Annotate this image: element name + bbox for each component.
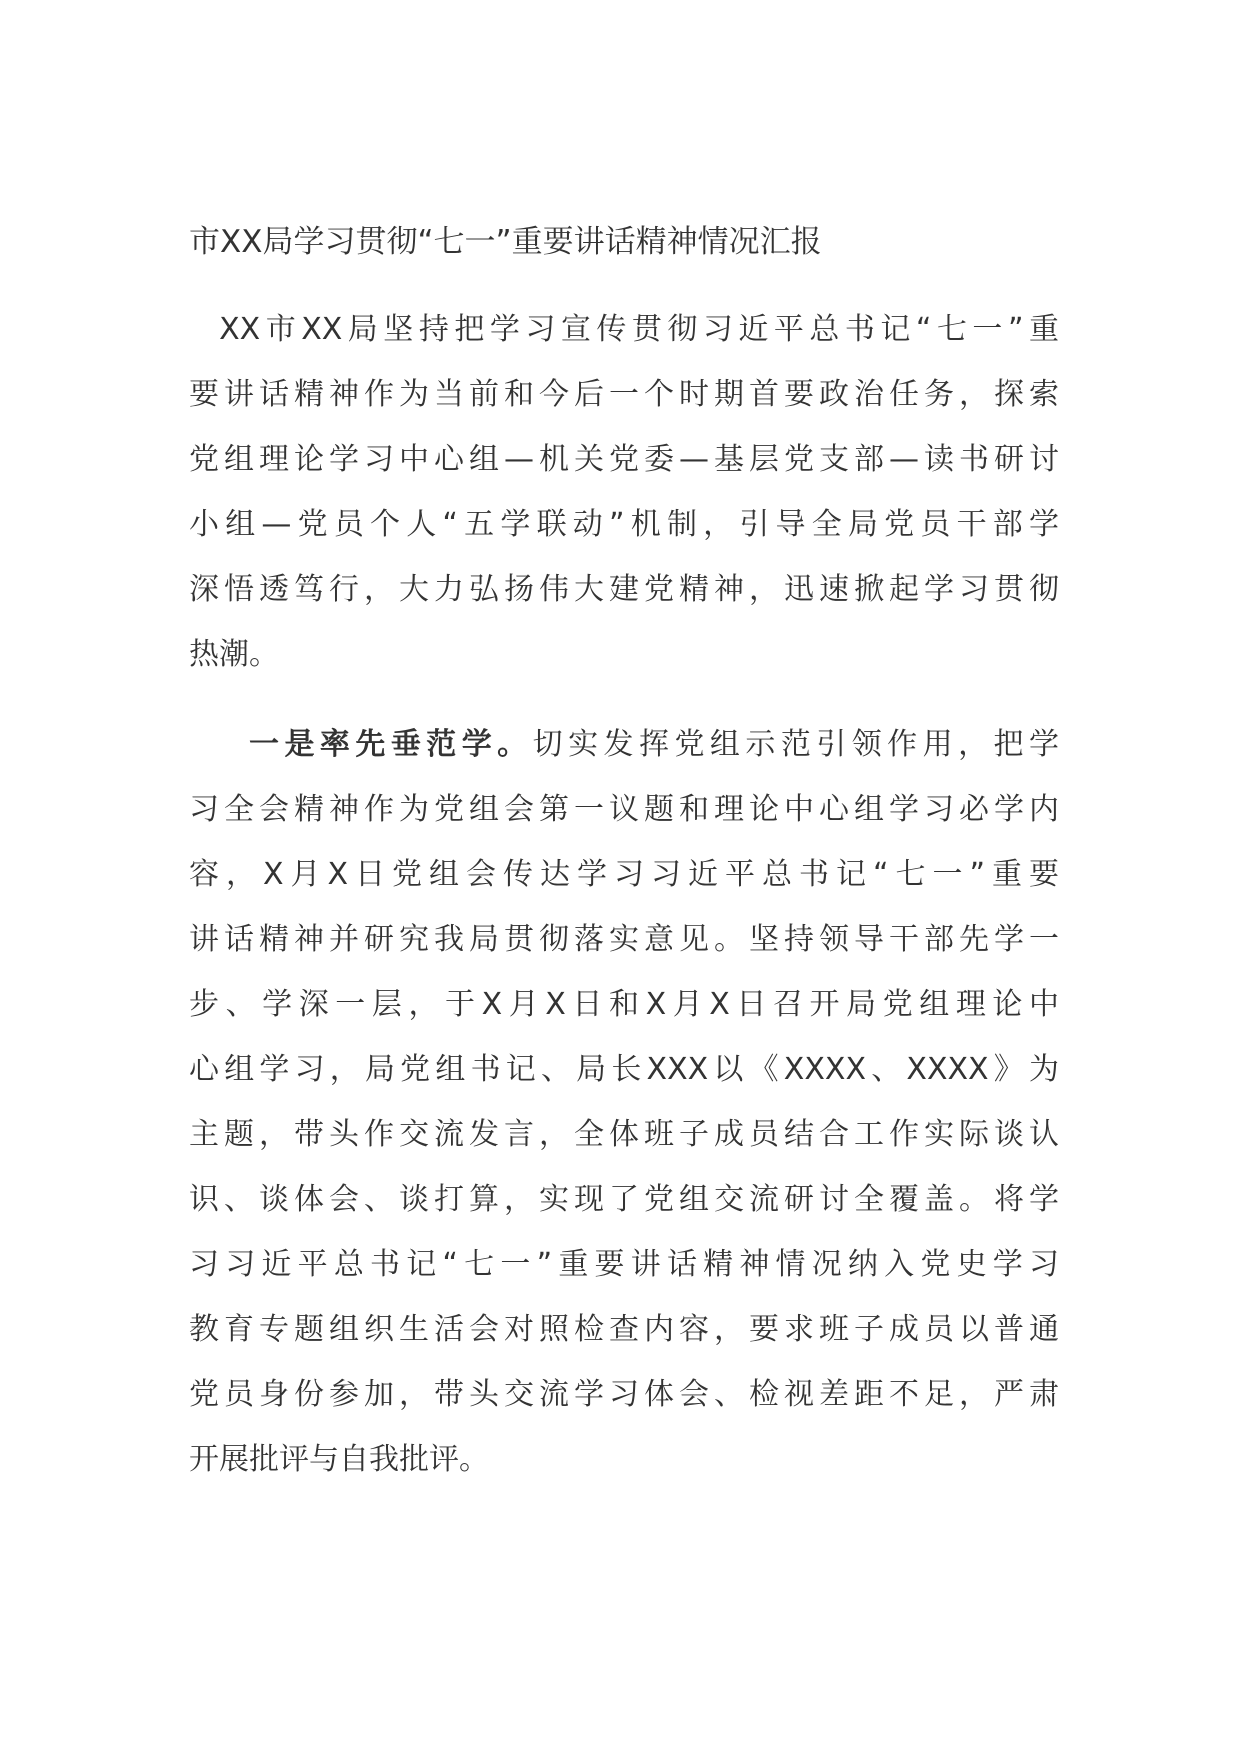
- text-line: 要讲话精神作为当前和今后一个时期首要政治任务，探索: [189, 377, 1059, 412]
- text-line: 深悟透笃行，大力弘扬伟大建党精神，迅速掀起学习贯彻: [189, 572, 1059, 607]
- text-line: 习习近平总书记“七一”重要讲话精神情况纳入党史学习: [189, 1247, 1059, 1282]
- section-lead-heading: 一是率先垂范学。: [249, 727, 533, 762]
- text-span: 切实发挥党组示范引领作用，把学: [532, 727, 1060, 762]
- text-line: 主题，带头作交流发言，全体班子成员结合工作实际谈认: [189, 1117, 1059, 1152]
- text-line: 容，X月X日党组会传达学习习近平总书记“七一”重要: [189, 857, 1059, 892]
- paragraph-intro: [189, 297, 1059, 687]
- text-line: 热潮。: [189, 637, 279, 672]
- text-line: 步、学深一层，于X月X日和X月X日召开局党组理论中: [189, 987, 1059, 1022]
- text-line: 教育专题组织生活会对照检查内容，要求班子成员以普通: [189, 1312, 1059, 1347]
- text-line: 党组理论学习中心组—机关党委—基层党支部—读书研讨: [189, 442, 1059, 477]
- document-title: 市XX局学习贯彻“七一”重要讲话精神情况汇报: [189, 224, 822, 260]
- text-line: 讲话精神并研究我局贯彻落实意见。坚持领导干部先学一: [189, 922, 1059, 957]
- text-line: 心组学习，局党组书记、局长XXX以《XXXX、XXXX》为: [189, 1052, 1059, 1087]
- text-line: 识、谈体会、谈打算，实现了党组交流研讨全覆盖。将学: [189, 1182, 1059, 1217]
- text-line: XX市XX局坚持把学习宣传贯彻习近平总书记“七一”重: [189, 312, 1059, 347]
- text-line: 开展批评与自我批评。: [189, 1442, 489, 1477]
- text-line: 习全会精神作为党组会第一议题和理论中心组学习必学内: [189, 792, 1059, 827]
- text-line: [189, 712, 1059, 777]
- text-line: 党员身份参加，带头交流学习体会、检视差距不足，严肃: [189, 1377, 1059, 1412]
- paragraph-lead-by-example: [189, 712, 1059, 1492]
- text-line: 小组—党员个人“五学联动”机制，引导全局党员干部学: [189, 507, 1059, 542]
